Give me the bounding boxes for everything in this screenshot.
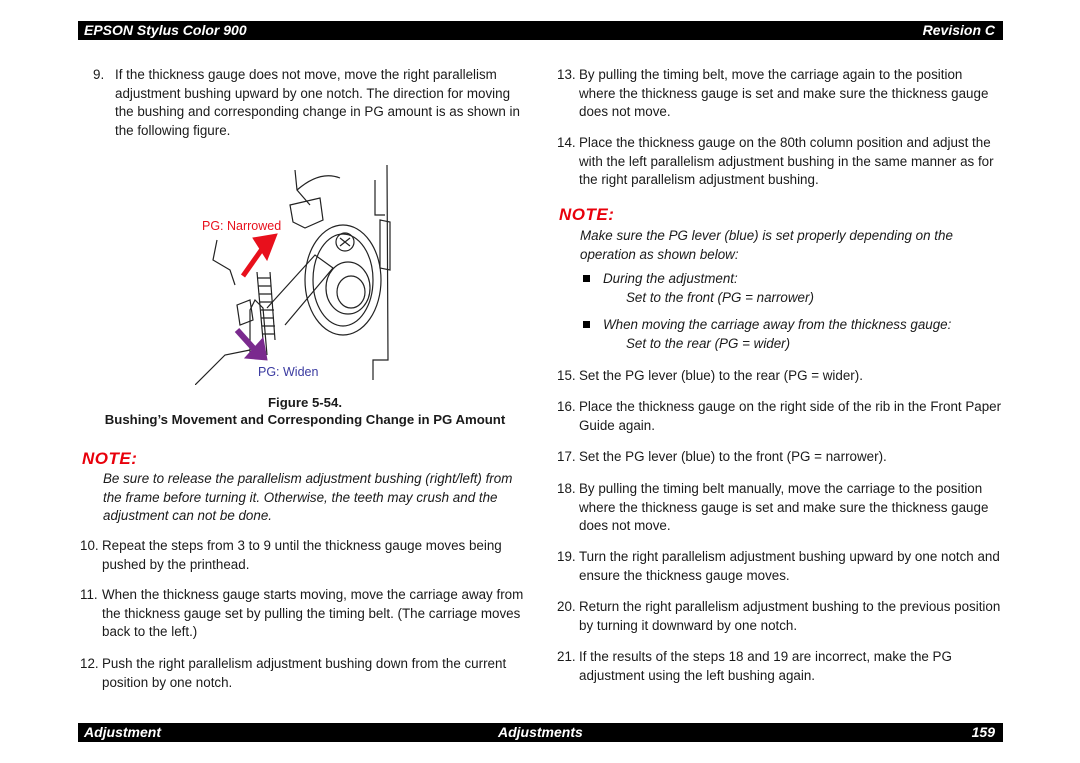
step-number: 9.: [93, 67, 105, 82]
step-text: Push the right parallelism adjustment bushing down from the current position by one notch.: [102, 656, 507, 690]
label-pg-narrowed: PG: Narrowed: [202, 219, 282, 233]
step-number: 14.: [557, 135, 576, 150]
step-20: [557, 598, 1002, 635]
step-14: [557, 134, 1002, 190]
step-number: 16.: [557, 399, 576, 414]
figure-number: Figure 5-54.: [267, 395, 343, 410]
note-bullet-2-detail: Set to the rear (PG = wider): [626, 336, 791, 351]
step-text: If the thickness gauge does not move, move the right parallelism adjustment bushing upward by one notch. The direction for moving the bushing and corresponding change in PG amount is as shown in the following figure.: [115, 67, 520, 138]
step-19: [557, 548, 1002, 585]
step-number: 10.: [80, 538, 99, 553]
step-number: 20.: [557, 599, 576, 614]
step-text: By pulling the timing belt, move the carriage again to the position where the thickness gauge is set and make sure the thickness gauge does not move.: [579, 67, 989, 119]
figure-caption: Bushing’s Movement and Corresponding Change in PG Amount: [104, 412, 506, 427]
step-text: Place the thickness gauge on the 80th column position and adjust the with the left parallelism adjustment bushing in the same manner as for the right parallelism adjustment bushing.: [579, 135, 994, 187]
step-11: [80, 586, 525, 642]
header-revision: Revision C: [922, 22, 995, 38]
step-16: [557, 398, 1002, 435]
note-intro: Make sure the PG lever (blue) is set properly depending on the operation as shown below:: [580, 228, 953, 262]
step-13: [557, 66, 1002, 122]
note-title-right: NOTE:: [559, 205, 615, 224]
step-text: Return the right parallelism adjustment bushing to the previous position by turning it downward by one notch.: [579, 599, 1001, 633]
page-header-bar: [78, 21, 1003, 40]
step-text: Place the thickness gauge on the right side of the rib in the Front Paper Guide again.: [579, 399, 1002, 433]
step-number: 13.: [557, 67, 576, 82]
step-10: [80, 537, 525, 574]
step-number: 17.: [557, 449, 576, 464]
footer-page-number: 159: [971, 724, 995, 740]
step-text: Turn the right parallelism adjustment bushing upward by one notch and ensure the thickness gauge moves.: [579, 549, 1000, 583]
narrowed-arrow: [243, 234, 277, 276]
bullet-square-icon: [583, 321, 590, 328]
step-text: When the thickness gauge starts moving, move the carriage away from the thickness gauge set by pulling the timing belt. (The carriage moves back to the left.): [102, 587, 524, 639]
bullet-square-icon: [583, 275, 590, 282]
step-number: 15.: [557, 368, 576, 383]
note-bullet-2: When moving the carriage away from the thickness gauge:: [603, 317, 952, 332]
step-text: Set the PG lever (blue) to the rear (PG = wider).: [579, 368, 863, 383]
step-17: [557, 448, 1002, 467]
step-15: [557, 367, 1002, 386]
step-9: [93, 66, 523, 140]
note-bullet-1-detail: Set to the front (PG = narrower): [626, 290, 814, 305]
step-12: [80, 655, 525, 692]
step-text: By pulling the timing belt manually, move the carriage to the position where the thickness gauge is set and make sure the thickness gauge does not move.: [579, 481, 989, 533]
step-number: 12.: [80, 656, 99, 671]
step-text: Repeat the steps from 3 to 9 until the thickness gauge moves being pushed by the printhead.: [102, 538, 502, 572]
step-number: 11.: [80, 587, 98, 602]
step-21: [557, 648, 1002, 685]
step-text: Set the PG lever (blue) to the front (PG = narrower).: [579, 449, 887, 464]
note-bullet-1: During the adjustment:: [603, 271, 738, 286]
step-18: [557, 480, 1002, 536]
step-number: 18.: [557, 481, 576, 496]
footer-section: Adjustments: [498, 724, 583, 740]
footer-chapter: Adjustment: [84, 724, 161, 740]
bushing-adjustment-illustration: [195, 160, 395, 385]
note-title-left: NOTE:: [82, 449, 138, 468]
header-product-title: EPSON Stylus Color 900: [84, 22, 247, 38]
step-number: 21.: [557, 649, 576, 664]
step-text: If the results of the steps 18 and 19 are incorrect, make the PG adjustment using the left bushing again.: [579, 649, 952, 683]
step-number: 19.: [557, 549, 576, 564]
label-pg-widen: PG: Widen: [258, 365, 319, 379]
page-footer-bar: [78, 723, 1003, 742]
note-text-left: Be sure to release the parallelism adjustment bushing (right/left) from the frame before turning it. Otherwise, the teeth may crush and the adjustment can not be done.: [103, 471, 513, 523]
